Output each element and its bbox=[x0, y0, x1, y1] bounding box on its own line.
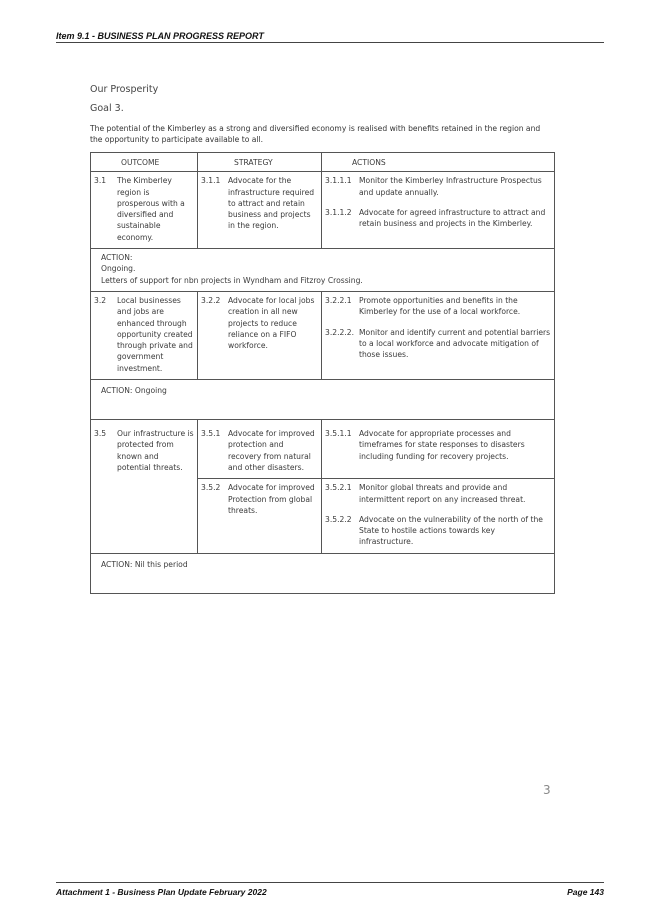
table-row bbox=[91, 420, 555, 479]
action-note: ACTION: Ongoing bbox=[91, 380, 555, 420]
strategy-number: 3.1.1 bbox=[201, 176, 221, 186]
strategy-number: 3.5.2 bbox=[201, 483, 221, 493]
page-number: 3 bbox=[543, 783, 551, 797]
action-text: Advocate on the vulnerability of the north of the State to hostile actions towards key infrastructure. bbox=[359, 514, 543, 547]
goal-label: Goal 3. bbox=[90, 103, 124, 114]
action-text: Monitor and identify current and potential barriers to a local workforce and advocate mitigation of those issues. bbox=[359, 327, 551, 360]
strategy-number: 3.2.2 bbox=[201, 295, 221, 305]
header-outcome: OUTCOME bbox=[91, 153, 198, 172]
strategy-cell bbox=[198, 172, 322, 249]
outcome-cell bbox=[91, 172, 198, 249]
action-note-row bbox=[91, 553, 555, 593]
outcome-cell bbox=[91, 420, 198, 554]
action-number: 3.2.2.2. bbox=[325, 327, 354, 337]
section-title: Our Prosperity bbox=[90, 84, 159, 95]
strategy-text: Advocate for improved Protection from global threats. bbox=[228, 483, 315, 515]
actions-cell bbox=[322, 291, 555, 379]
outcome-text: Local businesses and jobs are enhanced through opportunity created through private and government investment. bbox=[117, 295, 193, 373]
header-actions: ACTIONS bbox=[322, 153, 555, 172]
outcome-number: 3.1 bbox=[94, 176, 107, 186]
actions-cell bbox=[322, 172, 555, 249]
footer-attachment: Attachment 1 - Business Plan Update February 2022 bbox=[56, 887, 267, 897]
action-number: 3.2.2.1 bbox=[325, 295, 352, 305]
outcome-cell bbox=[91, 291, 198, 379]
actions-cell bbox=[322, 479, 555, 553]
header-strategy: STRATEGY bbox=[198, 153, 322, 172]
page-footer bbox=[56, 882, 604, 897]
action-number: 3.5.2.1 bbox=[325, 483, 352, 493]
actions-cell bbox=[322, 420, 555, 479]
business-plan-table bbox=[90, 152, 555, 594]
strategy-text: Advocate for improved protection and recovery from natural and other disasters. bbox=[228, 429, 315, 472]
page-header: Item 9.1 - BUSINESS PLAN PROGRESS REPORT bbox=[56, 31, 604, 43]
action-text: Advocate for appropriate processes and timeframes for state responses to disasters including funding for recovery projects. bbox=[359, 429, 525, 461]
table-row bbox=[91, 172, 555, 249]
table-row bbox=[91, 291, 555, 379]
action-text: Promote opportunities and benefits in the Kimberley for the use of a local workforce. bbox=[359, 295, 521, 317]
action-note-label: ACTION: bbox=[101, 253, 133, 263]
action-note-detail: Letters of support for nbn projects in Wyndham and Fitzroy Crossing. bbox=[101, 275, 363, 285]
outcome-number: 3.5 bbox=[94, 429, 107, 439]
action-note-row bbox=[91, 249, 555, 292]
strategy-cell bbox=[198, 420, 322, 479]
action-note bbox=[91, 249, 555, 292]
action-number: 3.5.1.1 bbox=[325, 429, 352, 439]
outcome-number: 3.2 bbox=[94, 295, 107, 305]
outcome-text: The Kimberley region is prosperous with a diversified and sustainable economy. bbox=[117, 176, 185, 242]
action-text: Monitor the Kimberley Infrastructure Prospectus and update annually. bbox=[359, 176, 542, 197]
action-note: ACTION: Nil this period bbox=[91, 553, 555, 593]
strategy-number: 3.5.1 bbox=[201, 429, 221, 439]
action-text: Monitor global threats and provide and intermittent report on any increased threat. bbox=[359, 483, 526, 504]
action-number: 3.1.1.2 bbox=[325, 207, 352, 217]
strategy-cell bbox=[198, 291, 322, 379]
action-number: 3.1.1.1 bbox=[325, 176, 352, 186]
action-note-status: Ongoing. bbox=[101, 264, 136, 274]
action-text: Advocate for agreed infrastructure to attract and retain business and projects in the Kimberley. bbox=[359, 207, 546, 229]
outcome-text: Our infrastructure is protected from known and potential threats. bbox=[117, 429, 194, 472]
goal-description: The potential of the Kimberley as a strong and diversified economy is realised with benefits retained in the region and the opportunity to participate available to all. bbox=[90, 124, 541, 144]
strategy-text: Advocate for local jobs creation in all new projects to reduce reliance on a FIFO workforce. bbox=[228, 295, 315, 351]
footer-page: Page 143 bbox=[567, 887, 604, 897]
strategy-cell bbox=[198, 479, 322, 553]
action-number: 3.5.2.2 bbox=[325, 514, 352, 524]
strategy-text: Advocate for the infrastructure required to attract and retain business and projects in the region. bbox=[228, 176, 315, 231]
table-header-row bbox=[91, 153, 555, 172]
action-note-row bbox=[91, 380, 555, 420]
